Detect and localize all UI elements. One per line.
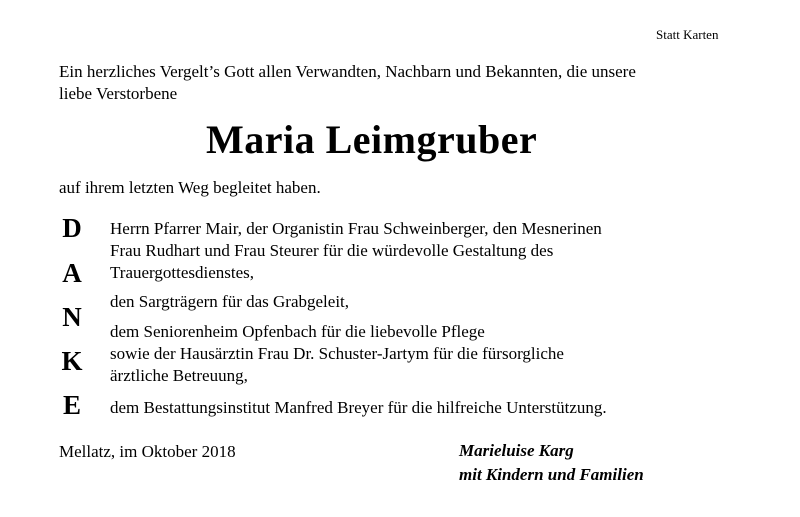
signature-line-2: mit Kindern und Familien: [459, 465, 644, 484]
danke-letter: E: [62, 390, 81, 420]
intro-line-2: liebe Verstorbene: [59, 84, 178, 103]
thanks-line: dem Bestattungsinstitut Manfred Breyer für die hilfreiche Unterstützung.: [110, 398, 607, 417]
danke-letter: A: [62, 258, 82, 288]
danke-letter: D: [62, 213, 82, 243]
thanks-line: Herrn Pfarrer Mair, der Organistin Frau Schweinberger, den Mesnerinen: [110, 219, 602, 238]
thanks-line: sowie der Hausärztin Frau Dr. Schuster-Jartym für die fürsorgliche: [110, 344, 564, 363]
statt-karten-label: Statt Karten: [656, 27, 719, 42]
thanks-line: dem Seniorenheim Opfenbach für die liebevolle Pflege: [110, 322, 485, 341]
signature-line-1: Marieluise Karg: [459, 441, 574, 460]
place-date: Mellatz, im Oktober 2018: [59, 442, 236, 461]
accompanied-line: auf ihrem letzten Weg begleitet haben.: [59, 178, 321, 197]
deceased-name: Maria Leimgruber: [206, 117, 538, 162]
thanks-line: Trauergottesdienstes,: [110, 263, 255, 282]
danke-letter: N: [62, 302, 82, 332]
thanks-line: ärztliche Betreuung,: [110, 366, 248, 385]
danke-letter: K: [61, 346, 83, 376]
thanks-line: den Sargträgern für das Grabgeleit,: [110, 292, 350, 311]
thanks-line: Frau Rudhart und Frau Steurer für die würdevolle Gestaltung des: [110, 241, 554, 260]
intro-line-1: Ein herzliches Vergelt’s Gott allen Verwandten, Nachbarn und Bekannten, die unsere: [59, 62, 636, 81]
